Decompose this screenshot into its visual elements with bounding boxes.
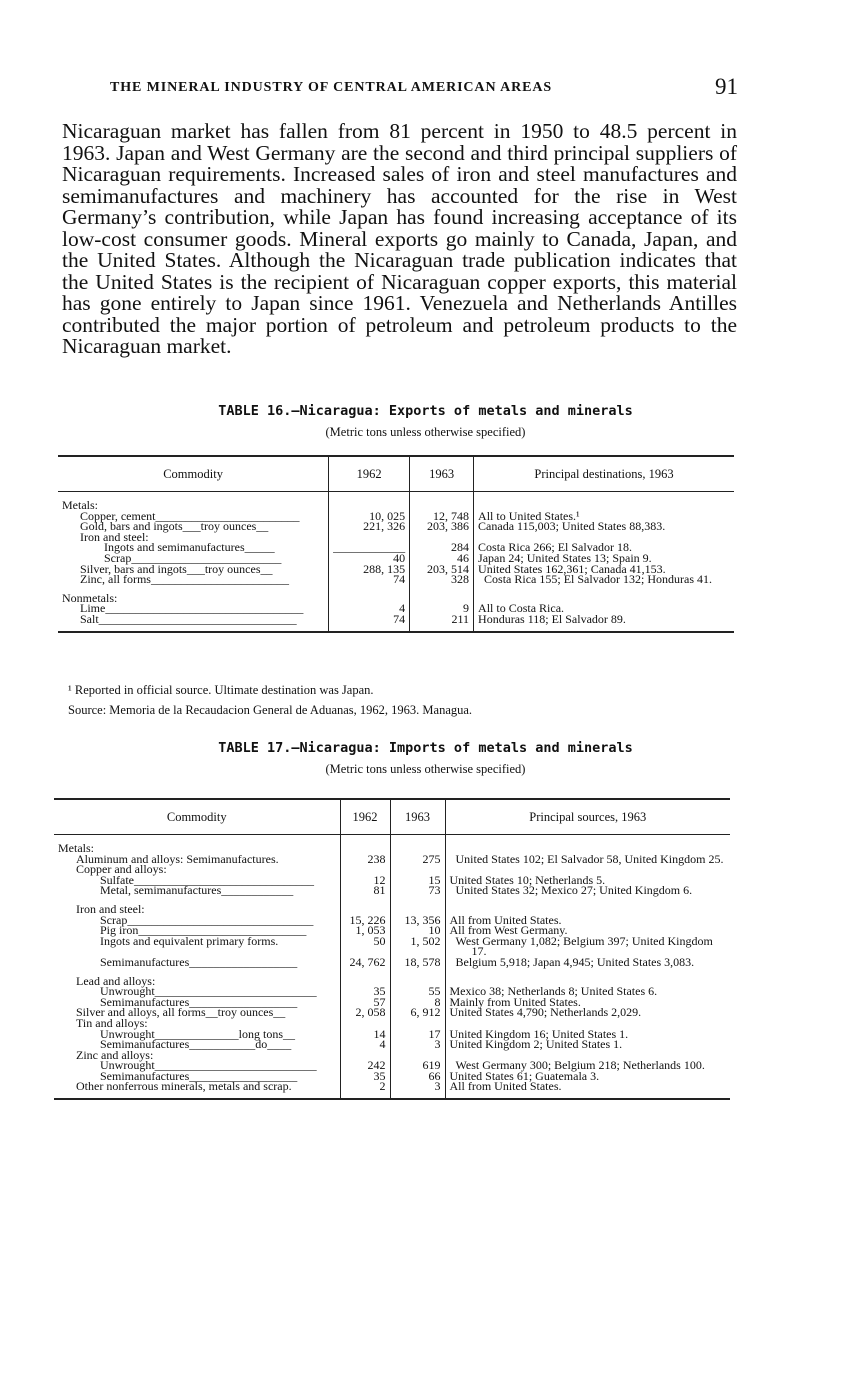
value-1963: 10 [390,925,445,936]
value-1962: 12 [340,875,390,886]
table-17-header-1963: 1963 [390,799,445,835]
commodity-cell: Lead and alloys: [76,973,156,988]
body-paragraph: Nicaraguan market has fallen from 81 percent in 1950 to 48.5 percent in 1963. Japan and West Germany are the second and third principal suppliers of Nicaraguan requirements. Increased sales of iron and steel manufactures and semimanufactures and machinery has accounted for the rise in West Germany’s contribution, while Japan has found increasing acceptance of its low-cost consumer goods. Mineral exports go mainly to Canada, Japan, and the United States. Although the Nicaraguan trade publication indicates that the United States is the recipient of Nicaraguan copper exports, this material has gone entirely to Japan since 1961. Venezuela and Netherlands Antilles contributed the major portion of petroleum and petroleum products to the Nicaraguan market. [62,119,737,358]
table-row [54,1039,730,1050]
table-17-subtitle: (Metric tons unless otherwise specified) [325,762,526,776]
commodity-cell: Metal, semimanufactures____________ [100,883,294,898]
commodity-cell: Sulfate______________________________ [100,872,314,887]
value-1963: 211 [410,614,474,632]
table-row [54,1081,730,1099]
source-cell: United States 4,790; Netherlands 2,029. [445,1007,730,1018]
table-16-header-commodity: Commodity [58,456,329,492]
table-16-subtitle: (Metric tons unless otherwise specified) [325,425,526,439]
table-row [58,521,734,532]
value-1962: 35 [340,1071,390,1082]
value-1963: 12, 748 [410,511,474,522]
table-16-header-row [58,456,734,492]
value-1963: 6, 912 [390,1007,445,1018]
page-number: 91 [715,74,738,99]
value-1962: 288, 135 [329,564,410,575]
source-cell: United States 10; Netherlands 5. [445,875,730,886]
commodity-cell: Lime_________________________________ [80,601,304,616]
commodity-cell: Scrap_________________________ [104,550,282,565]
table-17-header-commodity: Commodity [54,799,340,835]
value-1963: 15 [390,875,445,886]
source-cell: Mexico 38; Netherlands 8; United States 6. [445,986,730,997]
value-1962: 10, 025 [329,511,410,522]
value-1962: ____________ [329,542,410,553]
value-1963: 284 [410,542,474,553]
value-1962: 14 [340,1029,390,1040]
value-1962: 24, 762 [340,957,390,968]
value-1963: 3 [390,1081,445,1099]
source-cell: United Kingdom 2; United States 1. [445,1039,730,1050]
value-1962: 15, 226 [340,915,390,926]
value-1963: 203, 386 [410,521,474,532]
value-1962: 2, 058 [340,1007,390,1018]
table-16-source: Source: Memoria de la Recaudacion General de Aduanas, 1962, 1963. Managua. [68,703,473,717]
table-row [58,574,734,585]
commodity-cell: Unwrought___________________________ [100,984,317,999]
commodity-cell: Metals: [58,841,94,855]
value-1963: 13, 356 [390,915,445,926]
table-row [54,1007,730,1018]
value-1962: 50 [340,936,390,957]
table-row [54,957,730,968]
value-1962: 238 [340,854,390,865]
commodity-cell: Semimanufactures__________________ [100,994,298,1009]
value-1962: 4 [329,603,410,614]
table-17-title: TABLE 17.—Nicaragua: Imports of metals and minerals [218,740,633,756]
value-1963: 46 [410,553,474,564]
destination-cell: United States 162,361; Canada 41,153. [474,564,734,575]
commodity-cell: Iron and steel: [76,901,145,916]
value-1963: 17 [390,1029,445,1040]
spacer-row [58,492,734,501]
running-head: THE MINERAL INDUSTRY OF CENTRAL AMERICAN AREAS [110,80,553,95]
source-cell: Mainly from United States. [445,997,730,1008]
table-16-title: TABLE 16.—Nicaragua: Exports of metals and minerals [218,403,633,419]
destination-cell: Canada 115,003; United States 88,383. [474,521,734,532]
commodity-cell: Iron and steel: [80,529,149,544]
spacer-row [54,835,730,844]
value-1963: 66 [390,1071,445,1082]
table-17-header-sources: Principal sources, 1963 [445,799,730,835]
source-cell: United States 32; Mexico 27; United Kingdom 6. [445,885,730,896]
commodity-cell: Ingots and semimanufactures_____ [104,540,275,555]
commodity-cell: Copper and alloys: [76,862,167,877]
source-cell: West Germany 1,082; Belgium 397; United Kingdom 17. [445,936,730,957]
destination-cell: Costa Rica 266; El Salvador 18. [474,542,734,553]
value-1963: 8 [390,997,445,1008]
value-1962: 57 [340,997,390,1008]
commodity-cell: Ingots and equivalent primary forms. [100,933,279,948]
commodity-cell: Zinc and alloys: [76,1047,154,1062]
table-16-header-1963: 1963 [410,456,474,492]
value-1962: 2 [340,1081,390,1099]
commodity-cell: Salt_________________________________ [58,614,329,632]
commodity-cell: Other nonferrous minerals, metals and scrap. [54,1081,340,1099]
value-1962: 242 [340,1060,390,1071]
destination-cell: Costa Rica 155; El Salvador 132; Honduras 41. [474,574,734,585]
source-cell: West Germany 300; Belgium 218; Netherlands 100. [445,1060,730,1071]
commodity-cell: Scrap_______________________________ [100,912,314,927]
table-17-header-1962: 1962 [340,799,390,835]
commodity-cell: Zinc, all forms_______________________ [80,572,289,587]
table-16-footnote: ¹ Reported in official source. Ultimate destination was Japan. [68,683,374,697]
destination-cell: All to Costa Rica. [474,603,734,614]
destination-cell: All to United States.¹ [474,511,734,522]
source-cell: Belgium 5,918; Japan 4,945; United States 3,083. [445,957,730,968]
commodity-cell: Semimanufactures__________________ [100,954,298,969]
destination-cell: Honduras 118; El Salvador 89. [474,614,734,632]
value-1962: 81 [340,885,390,896]
value-1962: 40 [329,553,410,564]
spacer-row [54,896,730,904]
value-1962: 221, 326 [329,521,410,532]
value-1963: 3 [390,1039,445,1050]
value-1962: 35 [340,986,390,997]
source-cell: United Kingdom 16; United States 1. [445,1029,730,1040]
commodity-cell: Aluminum and alloys: Semimanufactures. [76,851,279,866]
commodity-cell: Pig iron____________________________ [100,923,307,938]
value-1962 [329,593,410,604]
value-1963: 18, 578 [390,957,445,968]
commodity-cell: Unwrought___________________________ [100,1058,317,1073]
commodity-cell: Nonmetals: [62,590,118,605]
value-1963: 275 [390,854,445,865]
source-cell: All from United States. [445,1081,730,1099]
table-16 [58,455,734,633]
commodity-cell: Gold, bars and ingots___troy ounces__ [80,519,269,534]
commodity-cell: Silver and alloys, all forms__troy ounces__ [76,1005,286,1020]
table-17-header-row [54,799,730,835]
commodity-cell: Metals: [62,498,98,512]
commodity-cell: Silver, bars and ingots___troy ounces__ [80,561,273,576]
table-16-header-1962: 1962 [329,456,410,492]
value-1962: 1, 053 [340,925,390,936]
destination-cell: Japan 24; United States 13; Spain 9. [474,553,734,564]
source-cell: All from United States. [445,915,730,926]
value-1962: 74 [329,614,410,632]
table-row [54,885,730,896]
value-1963: 55 [390,986,445,997]
page-header [110,76,740,104]
value-1963: 1, 502 [390,936,445,957]
value-1963: 73 [390,885,445,896]
value-1963: 203, 514 [410,564,474,575]
commodity-cell: Unwrought______________long tons__ [100,1026,295,1041]
table-16-notes [68,680,748,720]
commodity-cell: Copper, cement________________________ [80,508,300,523]
value-1963: 328 [410,574,474,585]
table-16-caption [0,403,851,440]
table-row [58,614,734,632]
source-cell: United States 61; Guatemala 3. [445,1071,730,1082]
table-17 [54,798,730,1100]
value-1962: 4 [340,1039,390,1050]
source-cell: All from West Germany. [445,925,730,936]
value-1962: 74 [329,574,410,585]
commodity-cell: Semimanufactures___________do____ [100,1037,292,1052]
commodity-cell: Semimanufactures__________________ [100,1068,298,1083]
source-cell: United States 102; El Salvador 58, United Kingdom 25. [445,854,730,865]
table-16-header-destinations: Principal destinations, 1963 [474,456,734,492]
table-17-caption [0,740,851,777]
value-1963: 9 [410,603,474,614]
commodity-cell: Tin and alloys: [76,1015,148,1030]
value-1963: 619 [390,1060,445,1071]
table-row [54,936,730,957]
